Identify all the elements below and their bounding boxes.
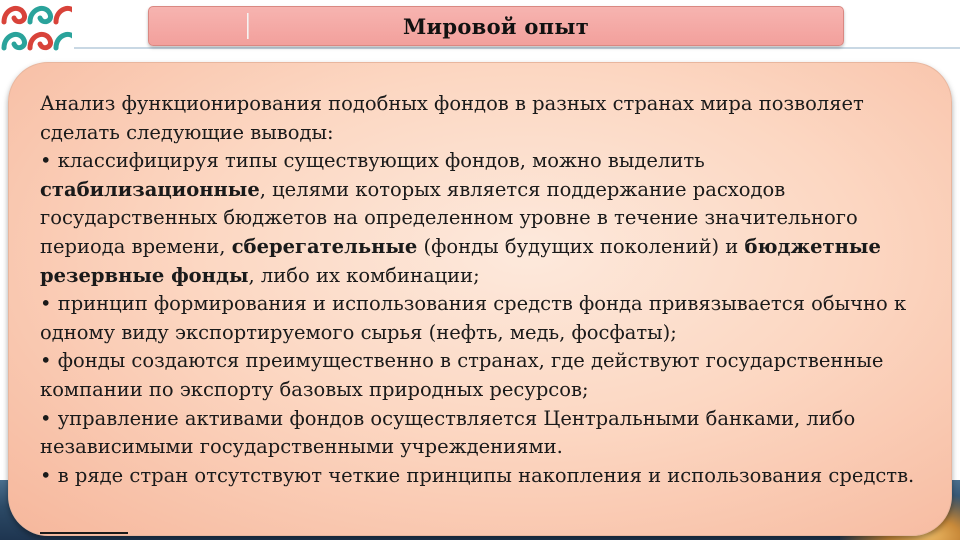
title-bar xyxy=(148,6,844,46)
bullet-fund-types-mid1: , целями которых является поддержание расходов государственных бюджетов на определенном уровне в течение значительного периода времени, xyxy=(40,177,858,258)
underline-decoration xyxy=(40,532,128,534)
bullet-fund-types-start: • классифицируя типы существующих фондов, можно выделить xyxy=(40,149,705,173)
term-stabilization: стабилизационные xyxy=(40,177,260,201)
bullet-fund-types xyxy=(40,147,932,290)
bullet-fund-types-mid2: (фонды будущих поколений) и xyxy=(417,234,745,258)
ornament-logo xyxy=(0,0,72,54)
intro-paragraph: Анализ функционирования подобных фондов в разных странах мира позволяет сделать следующие выводы: xyxy=(40,92,864,144)
title-divider-line xyxy=(74,47,960,49)
bullet-fund-types-end: , либо их комбинации; xyxy=(248,263,480,287)
term-savings: сберегательные xyxy=(231,234,418,258)
slide-title: Мировой опыт xyxy=(402,14,590,39)
content-text xyxy=(40,90,932,490)
bullet-asset-management: • управление активами фондов осуществляется Центральными банками, либо независимыми государственными учреждениями. xyxy=(40,406,856,459)
bullet-formation-principle: • принцип формирования и использования средств фонда привязывается обычно к одному виду экспортируемого сырья (нефть, медь, фосфаты); xyxy=(40,292,907,344)
term-budget-reserve: бюджетные резервные фонды xyxy=(40,234,881,287)
bullet-no-principles: • в ряде стран отсутствуют четкие принципы накопления и использования средств. xyxy=(40,463,915,487)
bullet-countries: • фонды создаются преимущественно в странах, где действуют государственные компании по экспорту базовых природных ресурсов; xyxy=(40,349,884,401)
